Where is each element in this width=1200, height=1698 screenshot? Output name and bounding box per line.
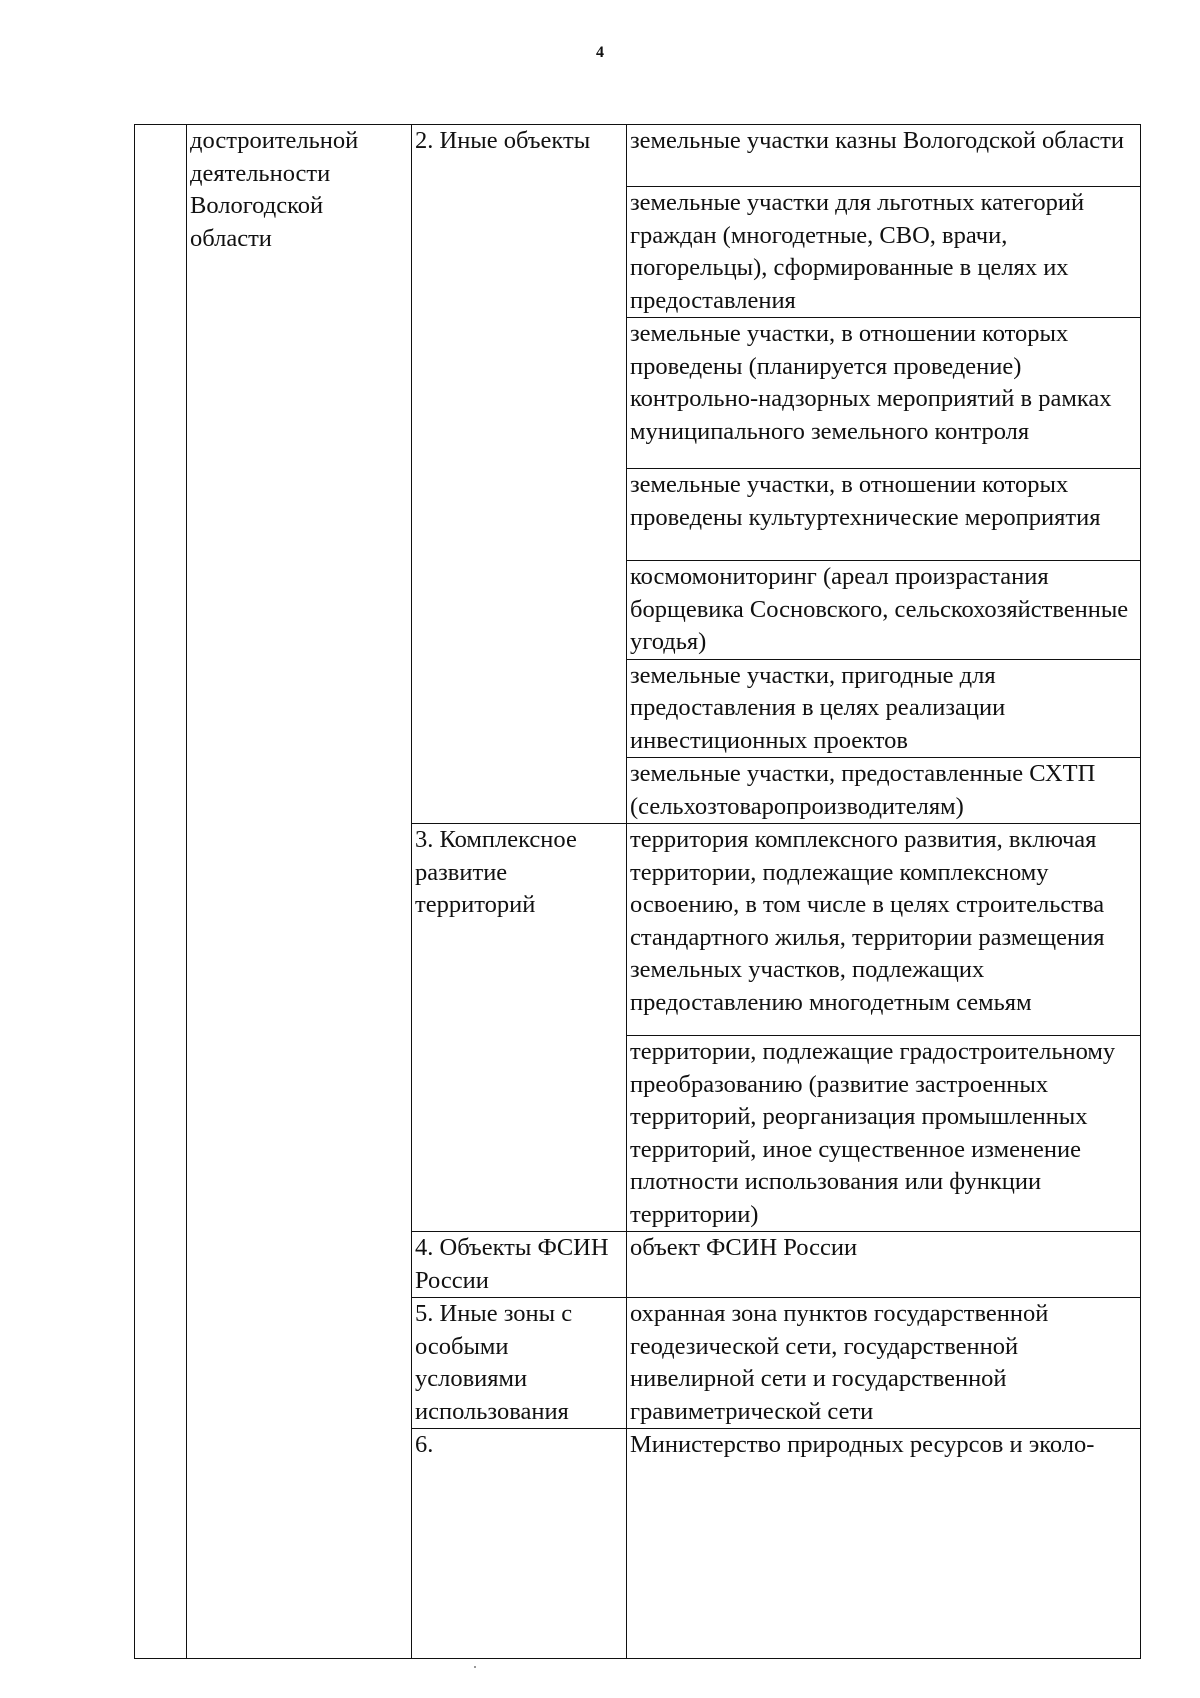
object-cell: космомониторинг (ареал произрастания борщевика Сосновского, сельскохозяйственные угодья) <box>627 561 1141 660</box>
object-cell: территория комплексного развития, включая территории, подлежащие комплексному освоению, в том числе в целях строительства стандартного жилья, территории размещения земельных участков, подлежащих предоставлению многодетным семьям <box>627 824 1141 1036</box>
row-number-cell <box>135 125 187 1659</box>
ministry-cell: достроительной деятельности Вологодской области <box>187 125 412 1659</box>
object-cell: объект ФСИН России <box>627 1232 1141 1298</box>
scan-speck <box>474 1666 476 1668</box>
document-table <box>134 124 1141 1659</box>
object-cell: земельные участки, в отношении которых проведены (планируется проведение) контрольно-надзорных мероприятий в рамках муниципального земельного контроля <box>627 318 1141 469</box>
object-cell: территории, подлежащие градостроительному преобразованию (развитие застроенных территорий, реорганизация промышленных территорий, иное существенное изменение плотности использования или функции территории) <box>627 1036 1141 1232</box>
object-cell: земельные участки казны Вологодской области <box>627 125 1141 187</box>
row-number-cell: 6. <box>412 1429 627 1659</box>
object-cell: земельные участки, предоставленные СХТП (сельхозтоваропроизводителям) <box>627 758 1141 824</box>
category-cell: 3. Комплексное развитие территорий <box>412 824 627 1232</box>
object-cell: земельные участки, в отношении которых проведены культуртехнические мероприятия <box>627 469 1141 561</box>
object-cell: земельные участки, пригодные для предоставления в целях реализации инвестиционных проектов <box>627 659 1141 758</box>
table-row <box>135 125 1141 187</box>
category-cell: 4. Объекты ФСИН России <box>412 1232 627 1298</box>
page-number: 4 <box>596 44 604 61</box>
category-cell: 5. Иные зоны с особыми условиями использования <box>412 1298 627 1429</box>
ministry-cell: Министерство природных ресурсов и эколо- <box>627 1429 1141 1659</box>
object-cell: земельные участки для льготных категорий граждан (многодетные, СВО, врачи, погорельцы), сформированные в целях их предоставления <box>627 187 1141 318</box>
category-cell: 2. Иные объекты <box>412 125 627 824</box>
object-cell: охранная зона пунктов государственной геодезической сети, государственной нивелирной сети и государственной гравиметрической сети <box>627 1298 1141 1429</box>
